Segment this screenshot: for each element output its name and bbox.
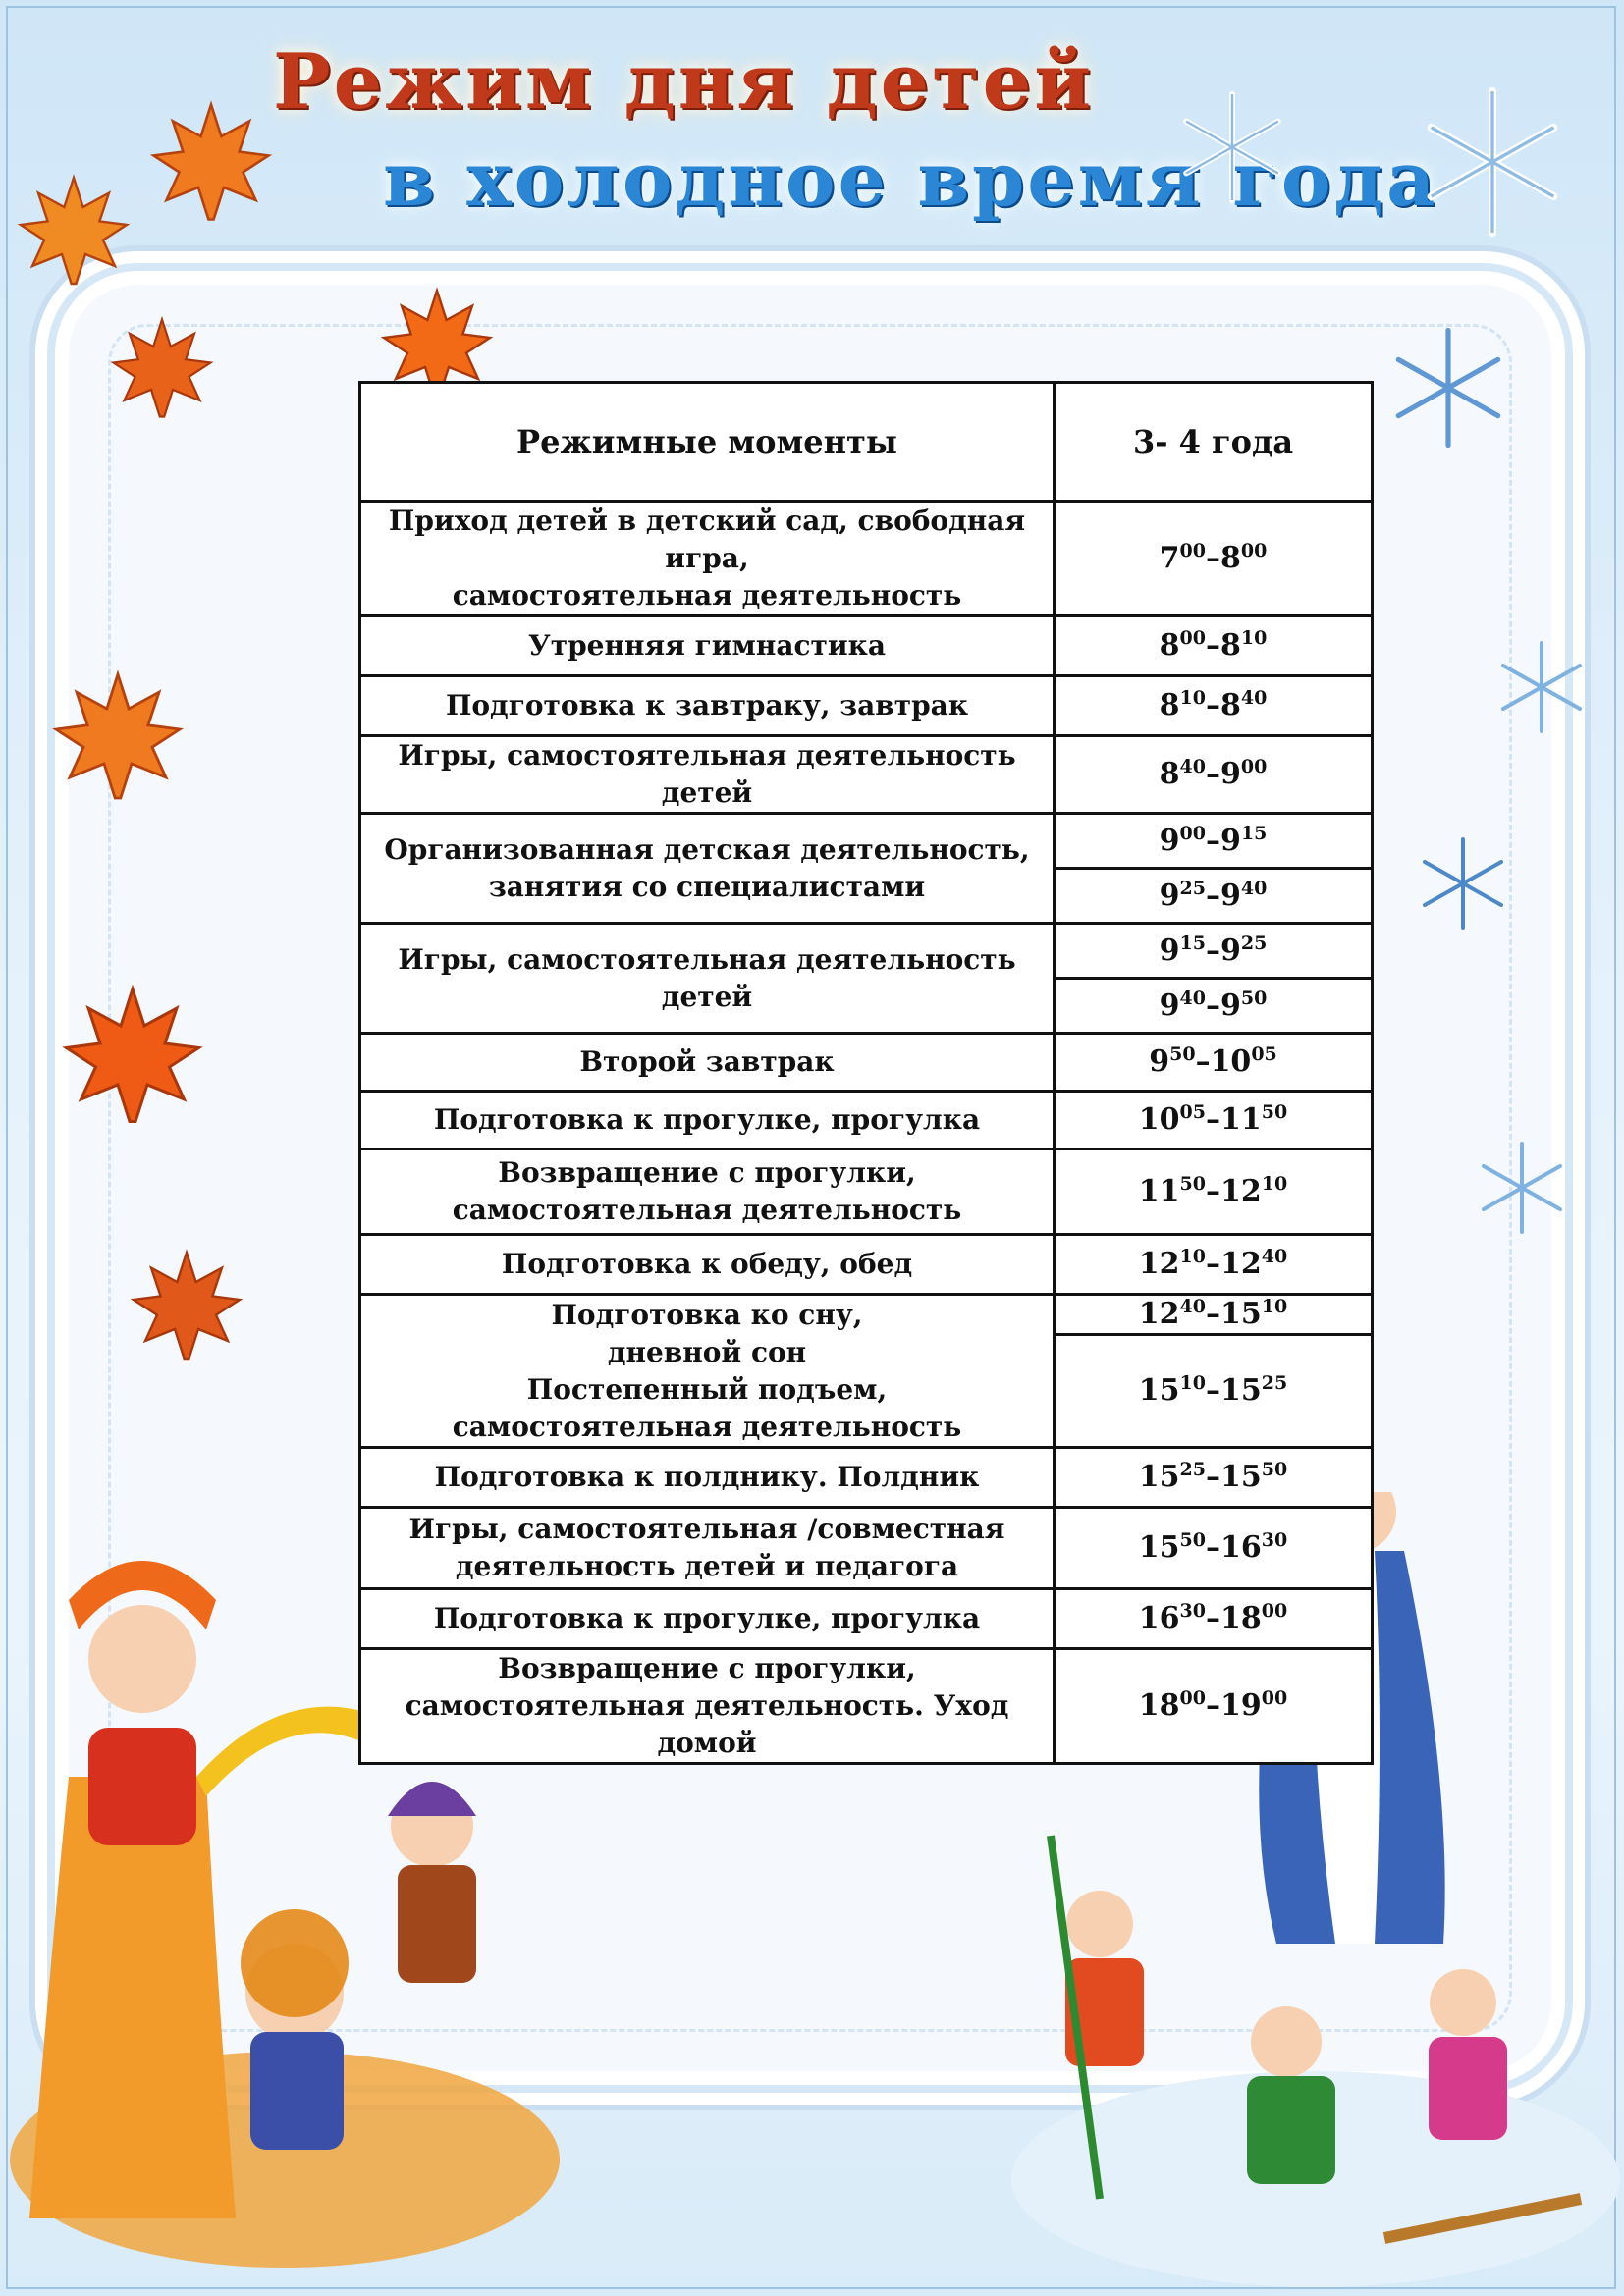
end-min: 10 <box>1261 1296 1288 1317</box>
start-hour: 15 <box>1138 1460 1180 1494</box>
maple-leaf-icon <box>59 982 206 1129</box>
table-row <box>360 616 1373 676</box>
activity-line: Подготовка ко сну, <box>551 1298 863 1331</box>
activity-line: Приход детей в детский сад, свободная игра, <box>388 505 1026 574</box>
start-min: 25 <box>1179 1459 1206 1480</box>
schedule-table <box>358 381 1374 1765</box>
snowflake-icon <box>1414 834 1512 933</box>
end-hour: 12 <box>1220 1174 1262 1208</box>
end-hour: 15 <box>1220 1373 1262 1408</box>
table-row <box>360 502 1373 616</box>
header-age: 3- 4 года <box>1055 383 1373 502</box>
end-min: 25 <box>1261 1372 1288 1394</box>
activity-line: Утренняя гимнастика <box>528 629 886 662</box>
activity-line: Подготовка к обеду, обед <box>501 1248 913 1280</box>
table-header-row <box>360 383 1373 502</box>
table-row <box>360 1448 1373 1508</box>
table-row <box>360 736 1373 814</box>
activity-cell <box>360 1448 1055 1508</box>
activity-cell <box>360 1149 1055 1235</box>
end-hour: 9 <box>1220 757 1241 791</box>
activity-line: Возвращение с прогулки, <box>498 1652 916 1684</box>
activity-line: Игры, самостоятельная деятельность детей <box>398 739 1016 809</box>
start-min: 40 <box>1179 756 1206 777</box>
time-cell: $9^{40}-9^{50}$ <box>1055 979 1373 1034</box>
start-min: 50 <box>1169 1043 1196 1065</box>
end-hour: 11 <box>1220 1102 1262 1137</box>
activity-line: Второй завтрак <box>579 1045 835 1078</box>
start-hour: 8 <box>1159 628 1180 663</box>
end-min: 25 <box>1240 932 1268 954</box>
snowflake-icon <box>1492 638 1591 736</box>
end-min: 00 <box>1261 1687 1288 1709</box>
start-min: 10 <box>1179 1372 1206 1394</box>
end-hour: 18 <box>1220 1601 1262 1635</box>
maple-leaf-icon <box>49 667 187 805</box>
end-min: 00 <box>1240 540 1268 561</box>
end-hour: 15 <box>1220 1460 1262 1494</box>
activity-cell <box>360 1295 1055 1448</box>
end-hour: 16 <box>1220 1530 1262 1565</box>
activity-line: Возвращение с прогулки, <box>498 1156 916 1189</box>
start-hour: 9 <box>1149 1044 1170 1079</box>
start-hour: 7 <box>1159 541 1180 575</box>
activity-line: Подготовка к прогулке, прогулка <box>433 1103 981 1136</box>
time-cell: $18^{00}-19^{00}$ <box>1055 1649 1373 1764</box>
activity-line: Постепенный подъем, <box>526 1372 888 1406</box>
header-moments: Режимные моменты <box>360 383 1055 502</box>
time-cell: $10^{05}-11^{50}$ <box>1055 1092 1373 1149</box>
start-hour: 10 <box>1138 1102 1180 1137</box>
end-min: 50 <box>1261 1101 1288 1123</box>
end-min: 40 <box>1261 1246 1288 1267</box>
start-min: 15 <box>1179 932 1206 954</box>
activity-cell <box>360 1034 1055 1092</box>
end-min: 50 <box>1240 987 1268 1009</box>
activity-line: занятия со специалистами <box>488 870 926 903</box>
time-cell: $8^{00}-8^{10}$ <box>1055 616 1373 676</box>
start-hour: 12 <box>1138 1297 1180 1331</box>
end-min: 10 <box>1261 1173 1288 1195</box>
maple-leaf-icon <box>15 172 133 290</box>
time-cell: $9^{25}-9^{40}$ <box>1055 869 1373 924</box>
table-row <box>360 1092 1373 1149</box>
activity-line: самостоятельная деятельность <box>452 579 962 612</box>
table-row <box>360 1235 1373 1295</box>
start-hour: 18 <box>1138 1688 1180 1723</box>
start-hour: 9 <box>1159 933 1180 968</box>
start-hour: 15 <box>1138 1373 1180 1408</box>
end-hour: 9 <box>1220 878 1241 913</box>
activity-line: Игры, самостоятельная деятельность детей <box>398 942 1016 1013</box>
start-min: 00 <box>1179 1687 1206 1709</box>
end-min: 40 <box>1240 687 1268 709</box>
start-min: 30 <box>1179 1600 1206 1622</box>
end-hour: 8 <box>1220 628 1241 663</box>
snowflake-icon <box>1473 1139 1571 1237</box>
time-cell: $15^{50}-16^{30}$ <box>1055 1508 1373 1589</box>
start-min: 00 <box>1179 822 1206 844</box>
end-min: 00 <box>1261 1600 1288 1622</box>
time-cell: $16^{30}-18^{00}$ <box>1055 1589 1373 1649</box>
activity-cell <box>360 1235 1055 1295</box>
table-row <box>360 1295 1373 1335</box>
start-min: 50 <box>1179 1529 1206 1551</box>
start-hour: 12 <box>1138 1247 1180 1281</box>
end-min: 15 <box>1240 822 1268 844</box>
activity-line: самостоятельная деятельность <box>452 1410 962 1443</box>
time-cell: $9^{50}-10^{05}$ <box>1055 1034 1373 1092</box>
time-cell: $15^{25}-15^{50}$ <box>1055 1448 1373 1508</box>
activity-cell <box>360 1508 1055 1589</box>
activity-line: Подготовка к полднику. Полдник <box>434 1461 980 1493</box>
start-min: 10 <box>1179 687 1206 709</box>
table-row <box>360 1649 1373 1764</box>
end-hour: 9 <box>1220 933 1241 968</box>
start-min: 00 <box>1179 627 1206 649</box>
start-hour: 8 <box>1159 688 1180 722</box>
activity-line: Подготовка к прогулке, прогулка <box>433 1602 981 1634</box>
start-min: 10 <box>1179 1246 1206 1267</box>
title-line-1: Режим дня детей <box>273 37 1095 127</box>
snowflake-icon <box>1384 324 1512 452</box>
time-cell: $12^{40}-15^{10}$ <box>1055 1295 1373 1335</box>
activity-cell <box>360 924 1055 1034</box>
time-cell: $9^{00}-9^{15}$ <box>1055 814 1373 869</box>
end-min: 05 <box>1251 1043 1277 1065</box>
start-hour: 9 <box>1159 878 1180 913</box>
table-row <box>360 1149 1373 1235</box>
activity-line: Игры, самостоятельная /совместная <box>408 1513 1005 1545</box>
time-cell: $7^{00}-8^{00}$ <box>1055 502 1373 616</box>
table-row <box>360 1034 1373 1092</box>
activity-line: самостоятельная деятельность. Уход домой <box>405 1689 1009 1759</box>
snowflake-icon <box>1414 83 1571 240</box>
time-cell: $11^{50}-12^{10}$ <box>1055 1149 1373 1235</box>
end-hour: 10 <box>1210 1044 1252 1079</box>
maple-leaf-icon <box>128 1247 245 1364</box>
table-row <box>360 1589 1373 1649</box>
start-hour: 16 <box>1138 1601 1180 1635</box>
start-hour: 15 <box>1138 1530 1180 1565</box>
activity-cell <box>360 814 1055 924</box>
start-min: 05 <box>1179 1101 1206 1123</box>
end-min: 00 <box>1240 756 1268 777</box>
end-min: 40 <box>1240 877 1268 899</box>
table-row <box>360 924 1373 979</box>
start-min: 40 <box>1179 1296 1206 1317</box>
end-min: 30 <box>1261 1529 1288 1551</box>
snowflake-icon <box>1173 88 1291 206</box>
end-hour: 19 <box>1220 1688 1262 1723</box>
end-hour: 9 <box>1220 988 1241 1023</box>
schedule-body <box>360 502 1373 1764</box>
time-cell: $9^{15}-9^{25}$ <box>1055 924 1373 979</box>
time-cell: $8^{40}-9^{00}$ <box>1055 736 1373 814</box>
table-row <box>360 814 1373 869</box>
start-hour: 9 <box>1159 823 1180 858</box>
start-hour: 9 <box>1159 988 1180 1023</box>
activity-line: дневной сон <box>607 1335 807 1368</box>
start-min: 40 <box>1179 987 1206 1009</box>
activity-line: деятельность детей и педагога <box>455 1550 959 1582</box>
activity-cell <box>360 1589 1055 1649</box>
end-min: 10 <box>1240 627 1268 649</box>
table-row <box>360 1508 1373 1589</box>
maple-leaf-icon <box>147 98 275 226</box>
activity-line: самостоятельная деятельность <box>452 1194 962 1226</box>
maple-leaf-icon <box>108 314 216 422</box>
time-cell: $12^{10}-12^{40}$ <box>1055 1235 1373 1295</box>
time-cell: $8^{10}-8^{40}$ <box>1055 676 1373 736</box>
end-hour: 8 <box>1220 541 1241 575</box>
start-hour: 11 <box>1138 1174 1180 1208</box>
start-min: 00 <box>1179 540 1206 561</box>
end-hour: 15 <box>1220 1297 1262 1331</box>
end-min: 50 <box>1261 1459 1288 1480</box>
activity-cell <box>360 616 1055 676</box>
activity-cell <box>360 676 1055 736</box>
activity-cell <box>360 1649 1055 1764</box>
start-hour: 8 <box>1159 757 1180 791</box>
time-cell: $15^{10}-15^{25}$ <box>1055 1335 1373 1448</box>
start-min: 25 <box>1179 877 1206 899</box>
activity-line: Организованная детская деятельность, <box>384 832 1030 866</box>
table-row <box>360 676 1373 736</box>
activity-cell <box>360 736 1055 814</box>
end-hour: 12 <box>1220 1247 1262 1281</box>
start-min: 50 <box>1179 1173 1206 1195</box>
title-line-2: в холодное время года <box>383 135 1438 223</box>
activity-line: Подготовка к завтраку, завтрак <box>445 689 969 721</box>
activity-cell <box>360 502 1055 616</box>
activity-cell <box>360 1092 1055 1149</box>
end-hour: 8 <box>1220 688 1241 722</box>
end-hour: 9 <box>1220 823 1241 858</box>
